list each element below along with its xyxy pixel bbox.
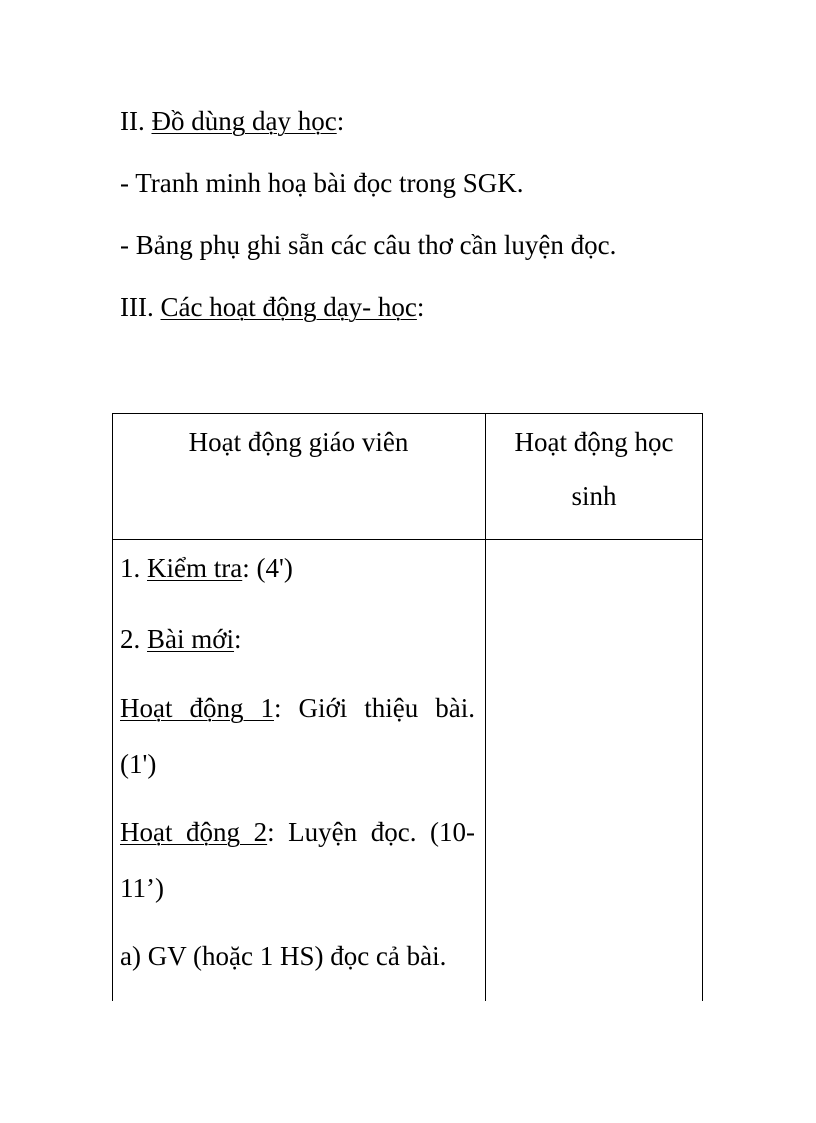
- table-border-header: [112, 539, 703, 540]
- row-activity-2-cont: 11’): [120, 873, 164, 903]
- activities-table: [112, 413, 703, 1001]
- section-number: III.: [120, 292, 161, 322]
- section-title: Đồ dùng dạy học: [151, 106, 337, 136]
- section-colon: :: [336, 106, 345, 136]
- row-rest: : Luyện đọc. (10-: [267, 817, 475, 847]
- row-title: Bài mới: [147, 624, 235, 654]
- row-title: Kiểm tra: [147, 553, 243, 583]
- row-prefix: 2.: [120, 624, 147, 654]
- bullet-illustration: - Tranh minh hoạ bài đọc trong SGK.: [120, 168, 524, 198]
- row-prefix: 1.: [120, 553, 147, 583]
- row-new-lesson: [120, 626, 475, 653]
- row-activity-1-cont: (1'): [120, 749, 157, 779]
- row-rest: :: [234, 624, 242, 654]
- row-read-aloud: a) GV (hoặc 1 HS) đọc cả bài.: [120, 941, 447, 971]
- header-teacher: Hoạt động giáo viên: [188, 427, 409, 457]
- header-student-line1: Hoạt động học: [514, 427, 674, 457]
- header-student: [486, 415, 702, 523]
- bullet-board: - Bảng phụ ghi sẵn các câu thơ cần luyện đọc.: [120, 230, 617, 260]
- row-title: Hoạt động 2: [120, 817, 268, 847]
- row-rest: : (4'): [242, 553, 293, 583]
- section-heading-activities: [120, 294, 424, 321]
- row-rest: : Giới thiệu bài.: [273, 693, 475, 723]
- section-heading-materials: [120, 108, 344, 135]
- section-number: II.: [120, 106, 152, 136]
- row-title: Hoạt động 1: [120, 693, 274, 723]
- table-border-left: [112, 413, 113, 1001]
- table-border-top: [112, 413, 703, 414]
- section-title: Các hoạt động dạy- học: [160, 292, 417, 322]
- row-activity-1: [120, 695, 475, 722]
- row-check: [120, 555, 475, 582]
- row-activity-2: [120, 819, 475, 846]
- section-colon: :: [416, 292, 425, 322]
- header-student-line2: sinh: [571, 481, 617, 511]
- table-border-right: [702, 413, 703, 1001]
